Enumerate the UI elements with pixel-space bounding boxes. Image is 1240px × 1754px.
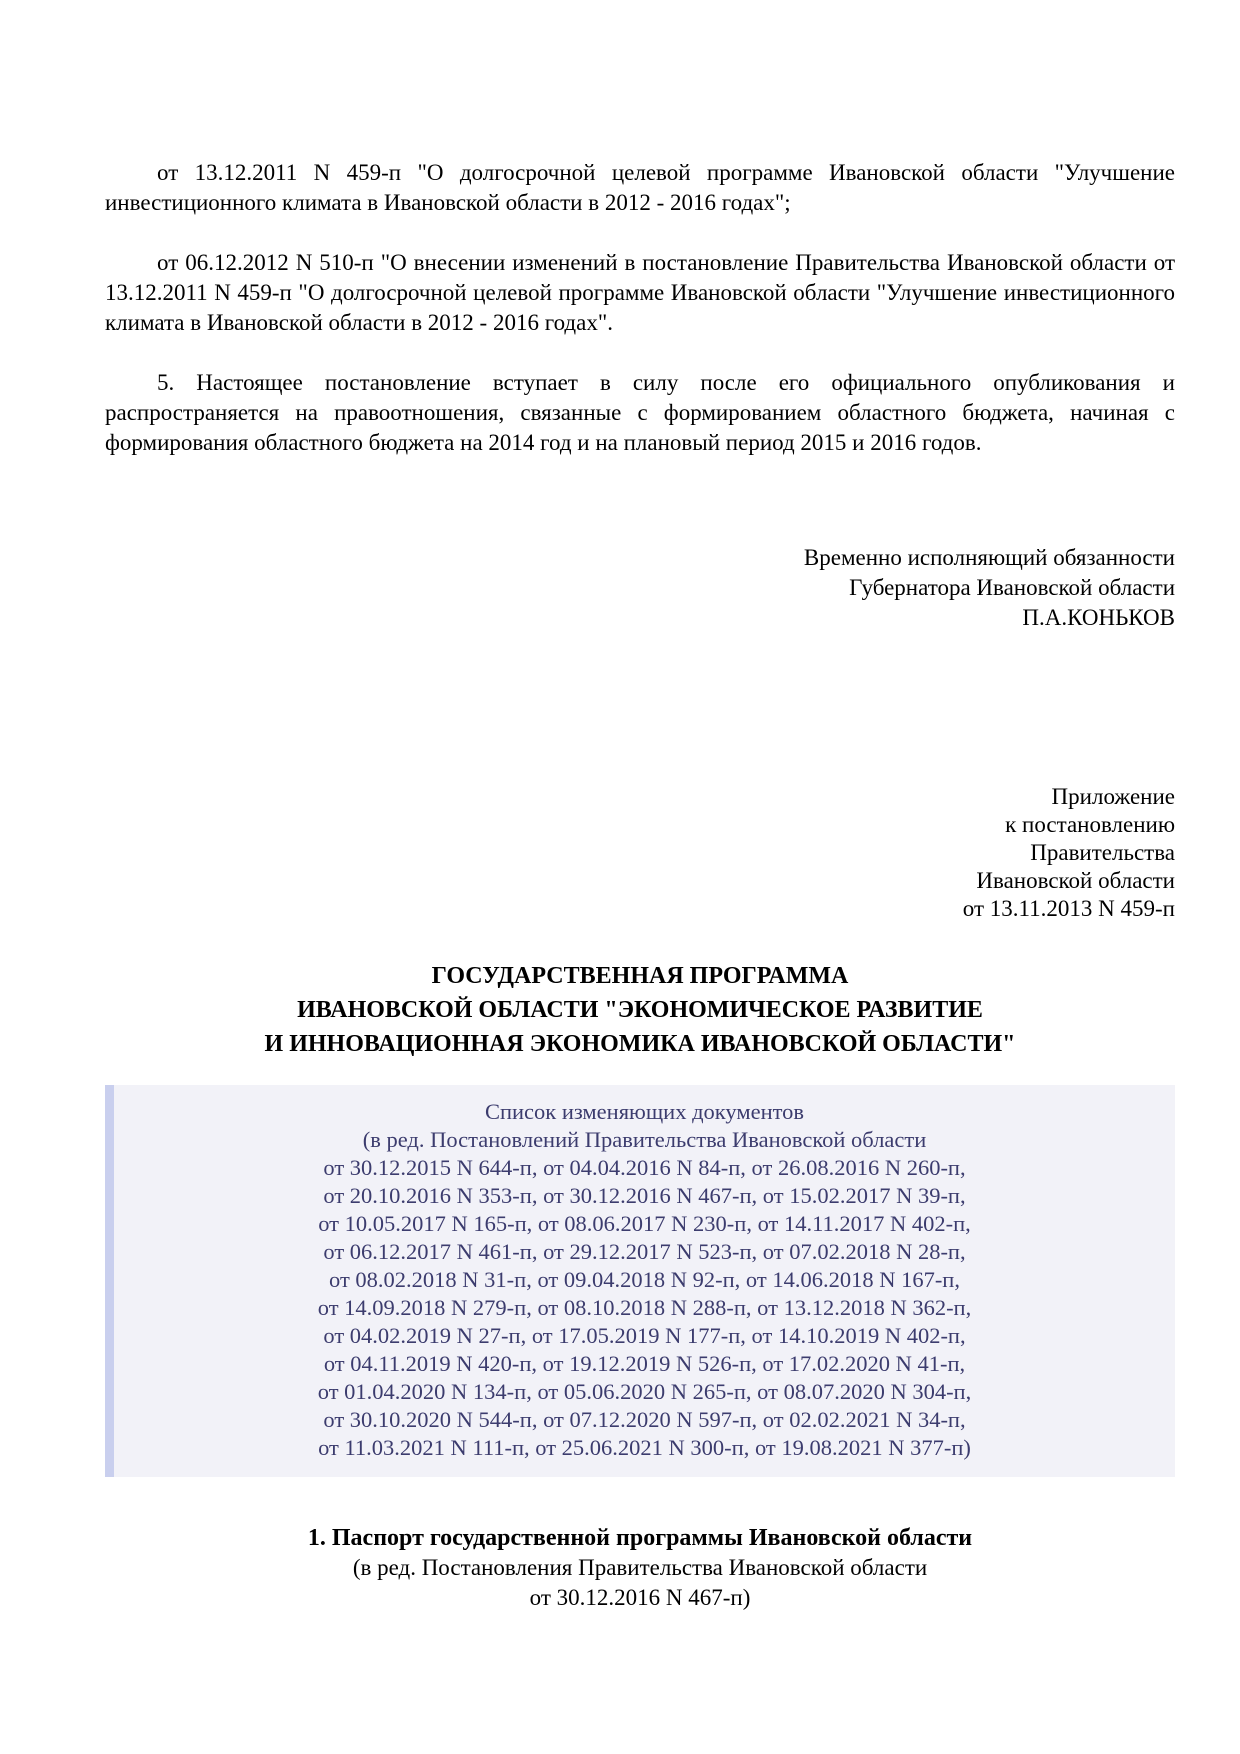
spacer [105, 1477, 1175, 1523]
annex-line: Ивановской области [976, 868, 1175, 893]
amendments-line: от 10.05.2017 N 165-п, от 08.06.2017 N 230-п, от 14.11.2017 N 402-п, [318, 1211, 971, 1236]
annex-line: от 13.11.2013 N 459-п [962, 896, 1175, 921]
annex-line: Правительства [1030, 840, 1175, 865]
section-heading: 1. Паспорт государственной программы Ивановской области [307, 1525, 973, 1551]
signature-line: Губернатора Ивановской области [849, 575, 1175, 600]
amendments-line: от 30.12.2015 N 644-п, от 04.04.2016 N 84-п, от 26.08.2016 N 260-п, [323, 1155, 966, 1180]
section-sub-line: от 30.12.2016 N 467-п) [529, 1585, 751, 1610]
amendments-line: от 11.03.2021 N 111-п, от 25.06.2021 N 300-п, от 19.08.2021 N 377-п) [318, 1435, 971, 1460]
top-margin [105, 0, 1175, 158]
amendments-list [114, 1085, 1175, 1477]
amendments-line: от 14.09.2018 N 279-п, от 08.10.2018 N 288-п, от 13.12.2018 N 362-п, [317, 1295, 972, 1320]
section-sub-line: (в ред. Постановления Правительства Ивановской области [352, 1555, 928, 1580]
paragraph: 5. Настоящее постановление вступает в силу после его официального опубликования и распространяется на правоотношения, связанные с формированием областного бюджета, начиная с формирования областного бюджета на 2014 год и на плановый период 2015 и 2016 годов. [105, 370, 1175, 455]
document-content [105, 0, 1175, 1613]
title-line: ГОСУДАРСТВЕННАЯ ПРОГРАММА [431, 963, 849, 989]
section-subheading [105, 1553, 1175, 1613]
spacer [105, 488, 1175, 543]
amendments-line: от 04.11.2019 N 420-п, от 19.12.2019 N 526-п, от 17.02.2020 N 41-п, [323, 1351, 966, 1376]
title-line: И ИННОВАЦИОННАЯ ЭКОНОМИКА ИВАНОВСКОЙ ОБЛАСТИ" [264, 1031, 1016, 1057]
annex-line: к постановлению [1005, 812, 1175, 837]
spacer [105, 923, 1175, 959]
amendments-line: от 08.02.2018 N 31-п, от 09.04.2018 N 92-п, от 14.06.2018 N 167-п, [329, 1267, 960, 1292]
title-line: ИВАНОВСКОЙ ОБЛАСТИ "ЭКОНОМИЧЕСКОЕ РАЗВИТИЕ [297, 997, 983, 1023]
amendments-line: от 01.04.2020 N 134-п, от 05.06.2020 N 265-п, от 08.07.2020 N 304-п, [317, 1379, 972, 1404]
amendments-title: Список изменяющих документов [484, 1099, 805, 1124]
amendments-line: от 06.12.2017 N 461-п, от 29.12.2017 N 523-п, от 07.02.2018 N 28-п, [323, 1239, 966, 1264]
amendments-box [105, 1085, 1175, 1477]
document-title [105, 959, 1175, 1061]
signature-line: Временно исполняющий обязанности [803, 545, 1175, 570]
amendments-line: от 30.10.2020 N 544-п, от 07.12.2020 N 597-п, от 02.02.2021 N 34-п, [323, 1407, 966, 1432]
annex-line: Приложение [1051, 784, 1175, 809]
amendments-line: (в ред. Постановлений Правительства Ивановской области [362, 1127, 927, 1152]
amendments-line: от 04.02.2019 N 27-п, от 17.05.2019 N 177-п, от 14.10.2019 N 402-п, [323, 1323, 966, 1348]
signature-block [105, 543, 1175, 633]
signature-line: П.А.КОНЬКОВ [1022, 605, 1175, 630]
amendments-left-bar [105, 1085, 114, 1477]
spacer [105, 633, 1175, 783]
paragraph: от 06.12.2012 N 510-п "О внесении изменений в постановление Правительства Ивановской области от 13.12.2011 N 459-п "О долгосрочной целевой программе Ивановской области "Улучшение инвестиционного климата в Ивановской области в 2012 - 2016 годах". [105, 250, 1175, 335]
annex-block [105, 783, 1175, 923]
amendments-line: от 20.10.2016 N 353-п, от 30.12.2016 N 467-п, от 15.02.2017 N 39-п, [323, 1183, 966, 1208]
paragraph: от 13.12.2011 N 459-п "О долгосрочной целевой программе Ивановской области "Улучшение инвестиционного климата в Ивановской области в 2012 - 2016 годах"; [105, 160, 1175, 215]
